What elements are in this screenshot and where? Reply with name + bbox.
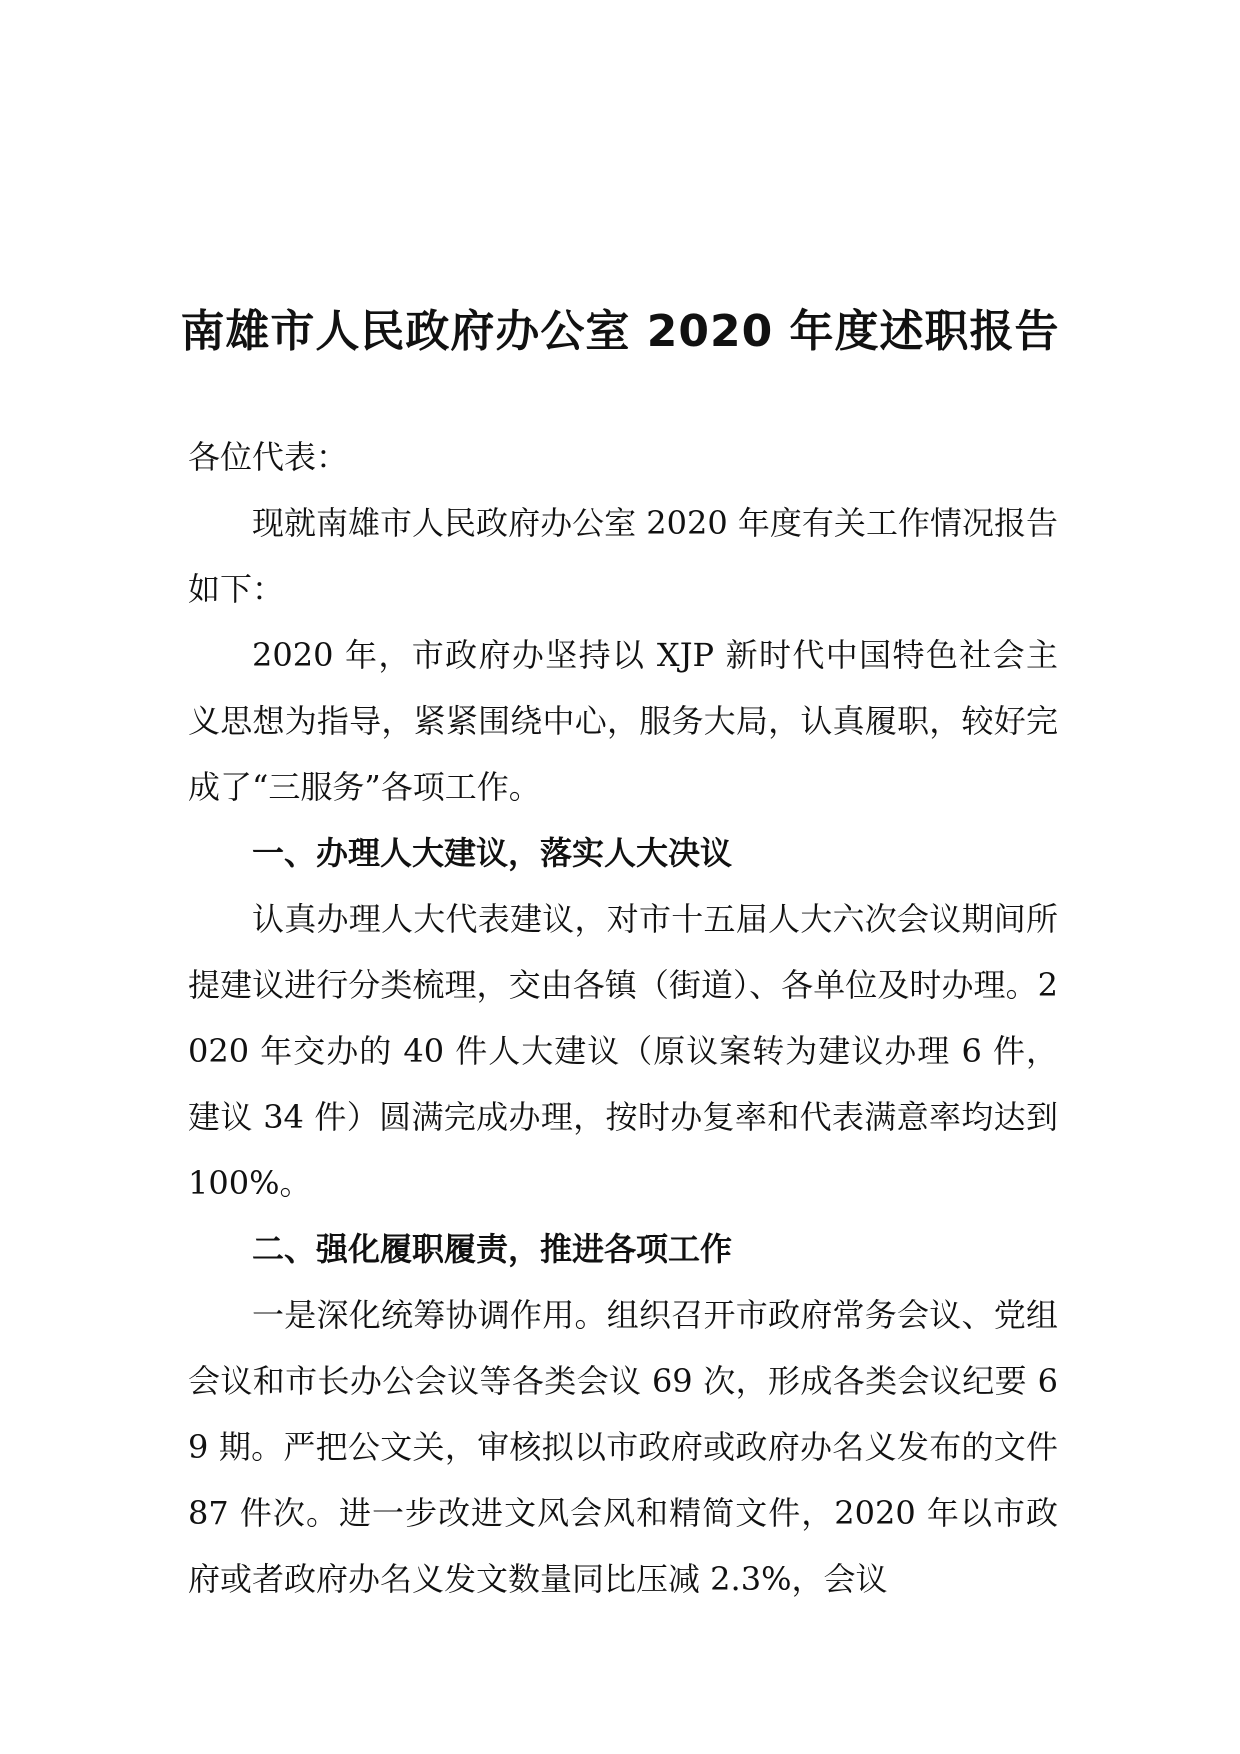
document-body	[188, 424, 1058, 1612]
section-2-paragraph: 一是深化统筹协调作用。组织召开市政府常务会议、党组会议和市长办公会议等各类会议 69 次，形成各类会议纪要 69 期。严把公文关，审核拟以市政府或政府办名义发布的文件 87 件次。进一步改进文风会风和精简文件，2020 年以市政府或者政府办名义发文数量同比压减 2.3%，会议	[188, 1296, 1058, 1598]
intro-paragraph: 现就南雄市人民政府办公室 2020 年度有关工作情况报告如下：	[188, 504, 1058, 608]
salutation: 各位代表：	[188, 438, 349, 476]
document-title: 南雄市人民政府办公室 2020 年度述职报告	[180, 306, 1060, 357]
section-1-paragraph: 认真办理人大代表建议，对市十五届人大六次会议期间所提建议进行分类梳理，交由各镇（街道）、各单位及时办理。2020 年交办的 40 件人大建议（原议案转为建议办理 6 件，建议 34 件）圆满完成办理，按时办复率和代表满意率均达到 100%。	[188, 900, 1058, 1202]
section-2-heading: 二、强化履职履责，推进各项工作	[252, 1230, 733, 1268]
summary-paragraph: 2020 年，市政府办坚持以 XJP 新时代中国特色社会主义思想为指导，紧紧围绕中心，服务大局，认真履职，较好完成了“三服务”各项工作。	[188, 636, 1058, 806]
section-1-heading: 一、办理人大建议，落实人大决议	[252, 834, 733, 872]
